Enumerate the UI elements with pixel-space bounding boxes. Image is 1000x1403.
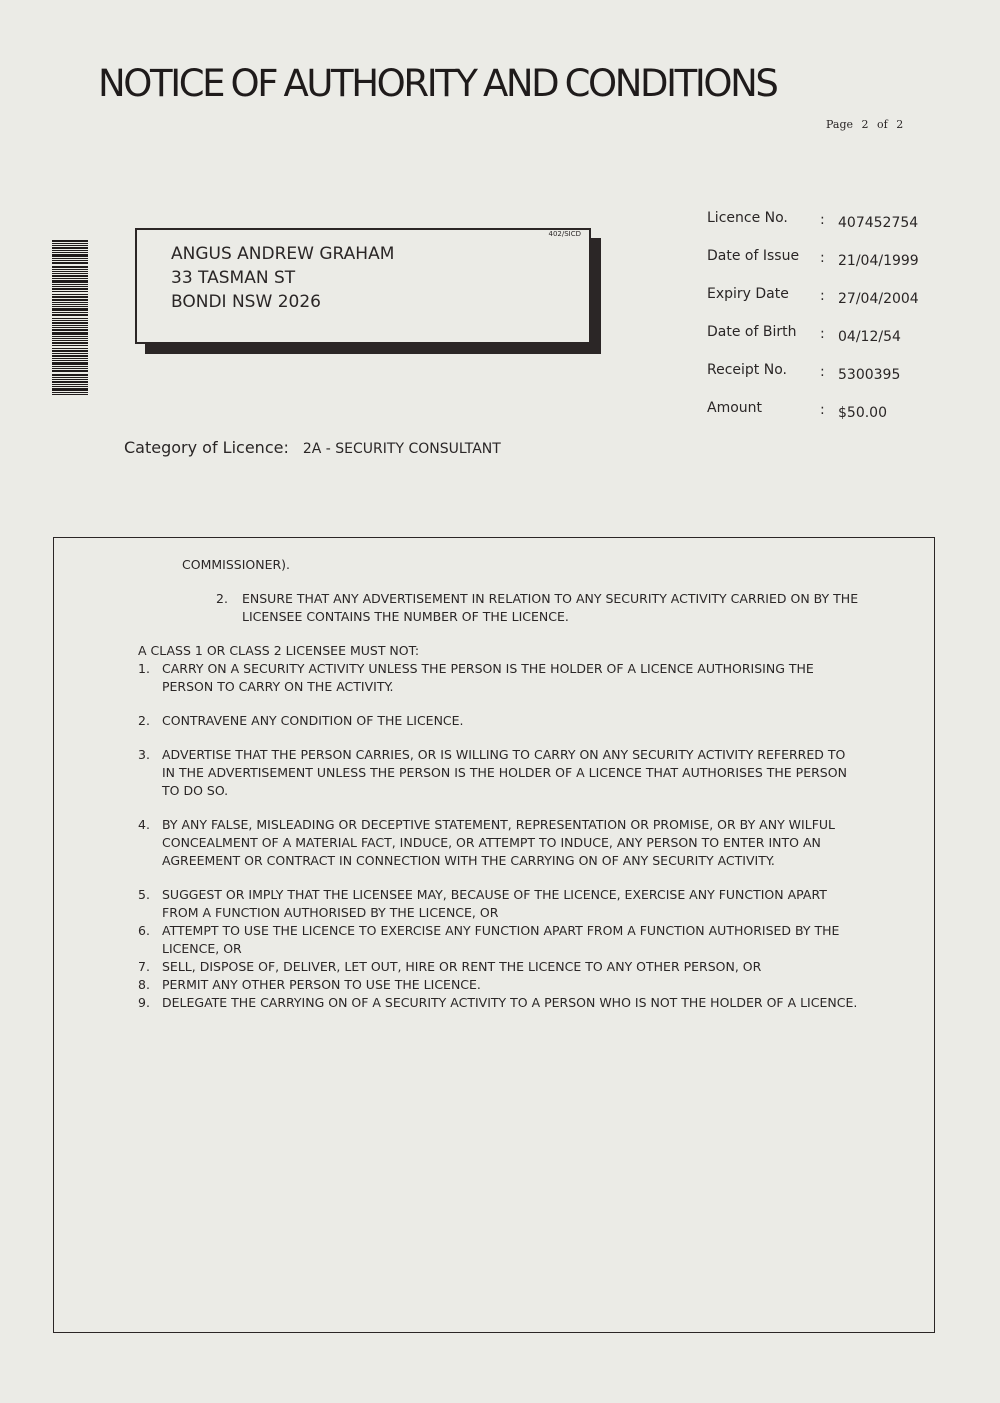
addressee-suburb: BONDI NSW 2026 bbox=[171, 292, 321, 312]
barcode-bar bbox=[52, 252, 88, 253]
condition-number: 6. bbox=[138, 923, 150, 938]
condition-number: 8. bbox=[138, 977, 150, 992]
barcode-bar bbox=[52, 308, 88, 311]
condition-text: PERMIT ANY OTHER PERSON TO USE THE LICENCE. bbox=[162, 977, 481, 992]
barcode-bar bbox=[52, 322, 88, 324]
detail-colon: : bbox=[820, 402, 825, 418]
condition-item bbox=[138, 746, 860, 800]
condition-text: BY ANY FALSE, MISLEADING OR DECEPTIVE STATEMENT, REPRESENTATION OR PROMISE, OR BY ANY WILFUL CONCEALMENT OF A MATERIAL FACT, INDUCE, OR ATTEMPT TO INDUCE, ANY PERSON TO ENTER INTO AN AGREEMENT OR CONTRACT IN CONNECTION WITH THE CARRYING ON OF ANY SECURITY ACTIVITY. bbox=[162, 817, 835, 868]
barcode-bar bbox=[52, 266, 88, 268]
detail-value: 04/12/54 bbox=[838, 329, 901, 345]
condition-item bbox=[138, 816, 860, 870]
barcode-bar bbox=[52, 260, 88, 261]
barcode-bar bbox=[52, 355, 88, 357]
barcode-bar bbox=[52, 386, 88, 387]
detail-value: 21/04/1999 bbox=[838, 253, 919, 269]
condition-item bbox=[138, 922, 860, 958]
barcode-bar bbox=[52, 254, 88, 257]
detail-value: 407452754 bbox=[838, 215, 919, 231]
condition-number: 5. bbox=[138, 887, 150, 902]
condition-text: DELEGATE THE CARRYING ON OF A SECURITY ACTIVITY TO A PERSON WHO IS NOT THE HOLDER OF A LICENCE. bbox=[162, 995, 858, 1010]
barcode-bar bbox=[52, 312, 88, 313]
detail-value: 5300395 bbox=[838, 367, 901, 383]
barcode-bar bbox=[52, 340, 88, 341]
barcode-bar bbox=[52, 320, 88, 321]
barcode-bar bbox=[52, 388, 88, 391]
barcode-bar bbox=[52, 294, 88, 295]
detail-colon: : bbox=[820, 326, 825, 342]
detail-value: 27/04/2004 bbox=[838, 291, 919, 307]
barcode-bar bbox=[52, 336, 88, 337]
barcode-bar bbox=[52, 280, 88, 283]
barcode-bar bbox=[52, 392, 88, 393]
barcode-bar bbox=[52, 381, 88, 383]
barcode-bar bbox=[52, 345, 88, 346]
conditions-text bbox=[138, 556, 860, 1012]
licence-category bbox=[124, 438, 501, 457]
condition-number: 3. bbox=[138, 747, 150, 762]
barcode-bar bbox=[52, 332, 88, 335]
barcode-bar bbox=[52, 275, 88, 277]
condition-item bbox=[138, 994, 860, 1012]
condition-text: SUGGEST OR IMPLY THAT THE LICENSEE MAY, BECAUSE OF THE LICENCE, EXERCISE ANY FUNCTION APART FROM A FUNCTION AUTHORISED BY THE LICENCE, OR bbox=[162, 887, 827, 920]
barcode-bar bbox=[52, 288, 88, 290]
category-value: 2A - SECURITY CONSULTANT bbox=[302, 441, 501, 457]
must-not-heading: A CLASS 1 OR CLASS 2 LICENSEE MUST NOT: bbox=[138, 643, 420, 658]
detail-colon: : bbox=[820, 288, 825, 304]
condition-item bbox=[160, 590, 860, 626]
barcode-bar bbox=[52, 306, 88, 307]
condition-number: 2. bbox=[216, 591, 228, 606]
barcode-bar bbox=[52, 374, 88, 376]
address-box bbox=[135, 228, 591, 344]
barcode-bar bbox=[52, 329, 88, 331]
addressee-street: 33 TASMAN ST bbox=[171, 268, 296, 288]
condition-text: ATTEMPT TO USE THE LICENCE TO EXERCISE ANY FUNCTION APART FROM A FUNCTION AUTHORISED BY THE LICENCE, OR bbox=[162, 923, 840, 956]
barcode-bar bbox=[52, 362, 88, 365]
barcode-bar bbox=[52, 302, 88, 303]
barcode-bar bbox=[52, 358, 88, 359]
barcode-bar bbox=[52, 377, 88, 378]
barcode-bar bbox=[52, 269, 88, 270]
detail-label: Licence No. bbox=[707, 210, 788, 226]
barcode-bar bbox=[52, 304, 88, 305]
detail-label: Expiry Date bbox=[707, 286, 789, 302]
condition-text: CONTRAVENE ANY CONDITION OF THE LICENCE. bbox=[162, 713, 464, 728]
barcode-bar bbox=[52, 350, 88, 352]
page-indicator bbox=[826, 118, 908, 131]
detail-label: Date of Issue bbox=[707, 248, 800, 264]
detail-label: Receipt No. bbox=[707, 362, 787, 378]
detail-label: Amount bbox=[707, 400, 763, 416]
barcode-bar bbox=[52, 348, 88, 349]
page-separator: of bbox=[877, 118, 888, 131]
barcode-bar bbox=[52, 291, 88, 292]
barcode-bar bbox=[52, 247, 88, 249]
barcode-bar bbox=[52, 271, 88, 272]
condition-item bbox=[138, 712, 860, 730]
form-code: 402/SICD bbox=[548, 230, 581, 238]
condition-text: ADVERTISE THAT THE PERSON CARRIES, OR IS WILLING TO CARRY ON ANY SECURITY ACTIVITY REFERRED TO IN THE ADVERTISEMENT UNLESS THE PERSON IS THE HOLDER OF A LICENCE THAT AUTHORISES THE PERSON TO DO SO. bbox=[162, 747, 847, 798]
barcode-bar bbox=[52, 250, 88, 251]
detail-label: Date of Birth bbox=[707, 324, 797, 340]
addressee-name: ANGUS ANDREW GRAHAM bbox=[171, 244, 395, 264]
condition-text: CARRY ON A SECURITY ACTIVITY UNLESS THE PERSON IS THE HOLDER OF A LICENCE AUTHORISING THE PERSON TO CARRY ON THE ACTIVITY. bbox=[162, 661, 814, 694]
barcode-bar bbox=[52, 338, 88, 339]
barcode-bar bbox=[52, 360, 88, 361]
detail-value: $50.00 bbox=[838, 405, 887, 421]
barcode-bar bbox=[52, 258, 88, 259]
condition-item bbox=[138, 958, 860, 976]
barcode-bar bbox=[52, 353, 88, 354]
barcode-bar bbox=[52, 284, 88, 285]
condition-number: 1. bbox=[138, 661, 150, 676]
barcode bbox=[52, 240, 88, 397]
barcode-bar bbox=[52, 245, 88, 246]
barcode-bar bbox=[52, 368, 88, 369]
barcode-bar bbox=[52, 318, 88, 319]
category-label: Category of Licence: bbox=[124, 438, 289, 457]
page-prefix: Page bbox=[826, 118, 854, 131]
document-title: NOTICE OF AUTHORITY AND CONDITIONS bbox=[98, 62, 777, 105]
condition-item bbox=[138, 976, 860, 994]
address-lines bbox=[171, 242, 394, 314]
condition-item bbox=[138, 886, 860, 922]
condition-item bbox=[138, 660, 860, 696]
condition-number: 4. bbox=[138, 817, 150, 832]
barcode-bar bbox=[52, 299, 88, 301]
barcode-bar bbox=[52, 325, 88, 326]
barcode-bar bbox=[52, 314, 88, 316]
barcode-bar bbox=[52, 342, 88, 344]
barcode-bar bbox=[52, 240, 88, 242]
condition-text: SELL, DISPOSE OF, DELIVER, LET OUT, HIRE OR RENT THE LICENCE TO ANY OTHER PERSON, OR bbox=[162, 959, 762, 974]
barcode-bar bbox=[52, 370, 88, 372]
condition-number: 7. bbox=[138, 959, 150, 974]
barcode-bar bbox=[52, 384, 88, 385]
barcode-bar bbox=[52, 366, 88, 367]
barcode-bar bbox=[52, 278, 88, 279]
condition-text: ENSURE THAT ANY ADVERTISEMENT IN RELATION TO ANY SECURITY ACTIVITY CARRIED ON BY THE LICENSEE CONTAINS THE NUMBER OF THE LICENCE. bbox=[242, 591, 859, 624]
barcode-bar bbox=[52, 262, 88, 264]
condition-number: 9. bbox=[138, 995, 150, 1010]
condition-number: 2. bbox=[138, 713, 150, 728]
barcode-bar bbox=[52, 273, 88, 274]
barcode-bar bbox=[52, 327, 88, 328]
detail-colon: : bbox=[820, 364, 825, 380]
barcode-bar bbox=[52, 379, 88, 380]
barcode-bar bbox=[52, 394, 88, 395]
page-total: 2 bbox=[896, 118, 904, 131]
conditions-box bbox=[53, 537, 935, 1333]
barcode-bar bbox=[52, 296, 88, 298]
detail-colon: : bbox=[820, 212, 825, 228]
detail-colon: : bbox=[820, 250, 825, 266]
continued-text: COMMISSIONER). bbox=[182, 557, 291, 572]
barcode-bar bbox=[52, 243, 88, 244]
page-current: 2 bbox=[861, 118, 869, 131]
barcode-bar bbox=[52, 286, 88, 287]
